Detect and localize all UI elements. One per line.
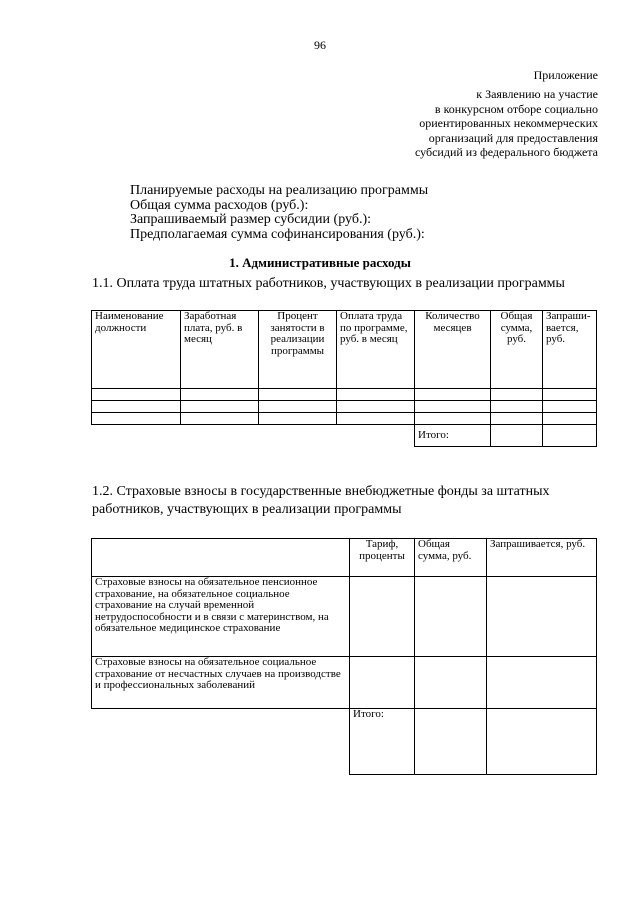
header-cell: Процент занятости в реализации программы [259,311,337,389]
table-cell[interactable] [350,577,415,657]
table-cell[interactable] [259,401,337,413]
plan-line: Планируемые расходы на реализацию программы [130,183,429,198]
row-label: Страховые взносы на обязательное пенсионное страхование, на обязательное социальное страхование на случай временной нетрудоспособности и в связи с материнством, на обязательное медицинское страхование [92,577,350,657]
table-row [92,413,597,425]
total-cell[interactable] [491,425,543,447]
header-cell: Количество месяцев [415,311,491,389]
total-cell[interactable] [487,709,597,775]
header-cell: Запраши-вается, руб. [543,311,597,389]
appendix-subtitle [415,87,598,160]
header-cell: Общая сумма, руб. [415,539,487,577]
table-cell[interactable] [543,401,597,413]
table-header-row [92,539,597,577]
total-cell[interactable] [543,425,597,447]
empty-space [92,709,350,775]
empty-space [92,425,415,447]
plan-block [130,184,428,242]
total-label: Итого: [350,709,415,775]
plan-line: Запрашиваемый размер субсидии (руб.): [130,212,372,228]
table-cell[interactable] [181,413,259,425]
table-cell[interactable] [543,389,597,401]
table-cell[interactable] [92,413,181,425]
table-row [92,389,597,401]
table-cell[interactable] [543,413,597,425]
table-header-row [92,311,597,389]
table-cell[interactable] [350,657,415,709]
table-cell[interactable] [487,657,597,709]
table-cell[interactable] [491,389,543,401]
header-cell: Оплата труда по программе, руб. в месяц [337,311,415,389]
table-cell[interactable] [259,413,337,425]
total-row [92,425,597,447]
appendix-line: к Заявлению на участие [476,87,598,101]
section-1-title: 1. Административные расходы [229,255,411,270]
table-cell[interactable] [92,389,181,401]
table-cell[interactable] [92,401,181,413]
table-row [92,657,597,709]
header-cell: Тариф, проценты [350,539,415,577]
table-cell[interactable] [487,577,597,657]
appendix-title: Приложение [533,68,598,82]
subsection-1-2-title: 1.2. Страховые взносы в государственные внебюджетные фонды за штатных работников, участвующих в реализации программы [92,484,550,517]
header-cell: Заработная плата, руб. в месяц [181,311,259,389]
subsection-1-1-title: 1.1. Оплата труда штатных работников, участвующих в реализации программы [92,276,565,291]
insurance-table [91,538,597,775]
total-row [92,709,597,775]
row-label: Страховые взносы на обязательное социальное страхование от несчастных случаев на производстве и профессиональных заболеваний [92,657,350,709]
appendix-line: в конкурсном отборе социально [434,101,598,116]
header-cell [92,539,350,577]
header-cell: Общая сумма, руб. [491,311,543,389]
table-cell[interactable] [337,413,415,425]
appendix-line: субсидий из федерального бюджета [414,145,598,160]
table-cell[interactable] [415,413,491,425]
total-label: Итого: [415,425,491,447]
plan-line: Предполагаемая сумма софинансирования (руб.): [130,226,425,242]
table-cell[interactable] [181,401,259,413]
table-cell[interactable] [259,389,337,401]
total-cell[interactable] [415,709,487,775]
table-row [92,577,597,657]
table-row [92,401,597,413]
table-cell[interactable] [415,389,491,401]
appendix-line: организаций для предоставления [428,130,598,145]
table-cell[interactable] [415,401,491,413]
salary-table [91,310,597,447]
table-cell[interactable] [491,401,543,413]
plan-line: Общая сумма расходов (руб.): [130,197,309,213]
table-cell[interactable] [181,389,259,401]
header-cell: Наименование должности [92,311,181,389]
appendix-line: ориентированных некоммерческих [419,116,598,131]
page-number: 96 [314,38,326,52]
table-cell[interactable] [491,413,543,425]
table-cell[interactable] [415,577,487,657]
header-cell: Запрашивается, руб. [487,539,597,577]
table-cell[interactable] [337,389,415,401]
table-cell[interactable] [337,401,415,413]
table-cell[interactable] [415,657,487,709]
